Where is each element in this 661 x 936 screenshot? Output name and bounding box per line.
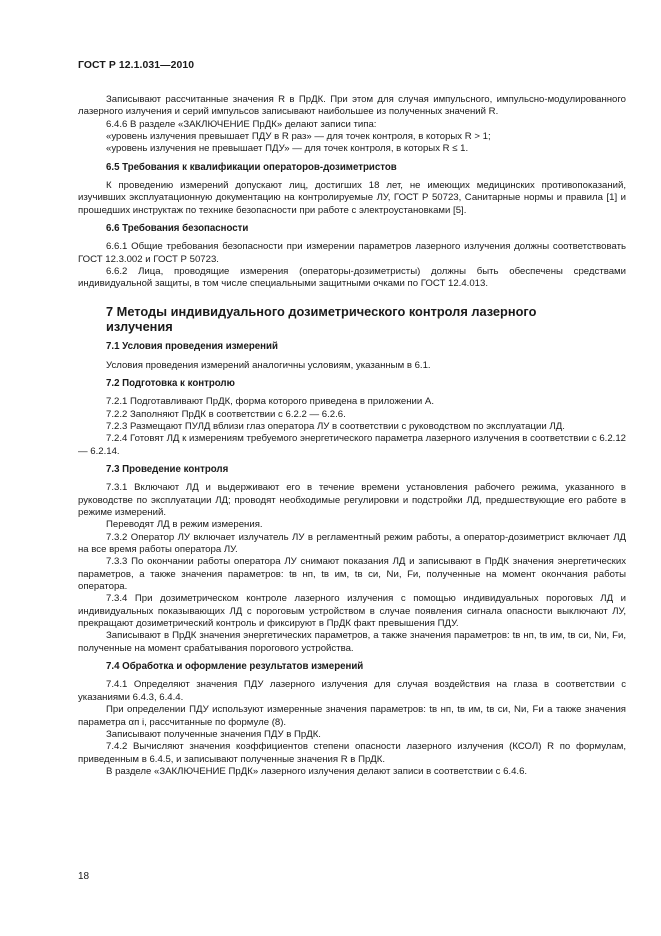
paragraph: 7.4.2 Вычисляют значения коэффициентов степени опасности лазерного излучения (КСОЛ) R по формулам, приведенным в 6.4.5, и записывают полученные значения R в ПрДК.	[78, 741, 626, 765]
chapter-heading: 7 Методы индивидуального дозиметрического контроля лазерного излучения	[106, 303, 537, 335]
paragraph: 6.6.2 Лица, проводящие измерения (операторы-дозиметристы) должны быть обеспечены средствами индивидуальной защиты, в том числе специальными защитными очками по ГОСТ 12.4.013.	[78, 266, 626, 290]
page-number: 18	[78, 871, 90, 882]
paragraph: «уровень излучения не превышает ПДУ» — для точек контроля, в которых R ≤ 1.	[106, 143, 469, 155]
section-heading: 7.2 Подготовка к контролю	[106, 377, 235, 389]
paragraph: 7.2.3 Размещают ПУЛД вблизи глаз оператора ЛУ в соответствии с руководством по эксплуатации ЛД.	[106, 420, 565, 432]
paragraph: 7.3.3 По окончании работы оператора ЛУ снимают показания ЛД и записывают в ПрДК значения энергетических параметров, а также значения параметров: tв нп, tв им, tв си, Nи, Fи, полученные на момент окончания работы оператора.	[78, 556, 626, 593]
paragraph: 7.3.2 Оператор ЛУ включает излучатель ЛУ в регламентный режим работы, а оператор-дозиметрист включает ЛД на все время работы оператора ЛУ.	[78, 531, 626, 556]
document-body	[78, 94, 626, 778]
paragraph: Записывают в ПрДК значения энергетических параметров, а также значения параметров: tв нп, tв им, tв си, Nи, Fи, полученные на момент срабатывания порогового устройства.	[78, 630, 626, 654]
section-heading: 7.3 Проведение контроля	[106, 463, 229, 475]
section-heading: 6.5 Требования к квалификации операторов-дозиметристов	[106, 161, 397, 173]
paragraph: 6.6.1 Общие требования безопасности при измерении параметров лазерного излучения должны соответствовать ГОСТ 12.3.002 и ГОСТ Р 50723.	[78, 241, 626, 265]
paragraph: 7.3.1 Включают ЛД и выдерживают его в течение времени установления рабочего режима, указанного в руководстве по эксплуатации ЛД; проводят необходимые регулировки и подстройки ЛД, предшествующие его работе в режиме измерений.	[78, 482, 626, 518]
paragraph: При определении ПДУ используют измеренные значения параметров: tв нп, tв им, tв си, Nи, Fи а также значения параметра αп i, рассчитанные по формуле (8).	[78, 704, 626, 728]
paragraph: 6.4.6 В разделе «ЗАКЛЮЧЕНИЕ ПрДК» делают записи типа:	[106, 118, 377, 130]
standard-header: ГОСТ Р 12.1.031—2010	[78, 60, 195, 71]
paragraph: К проведению измерений допускают лиц, достигших 18 лет, не имеющих медицинских противопоказаний, изучивших эксплуатационную документацию на контролируемые ЛУ, ГОСТ Р 50723, Санитарные нормы и правила [1] и прошедших инструктаж по технике безопасности при работе с электроустановками [5].	[78, 180, 626, 216]
paragraph: В разделе «ЗАКЛЮЧЕНИЕ ПрДК» лазерного излучения делают записи в соответствии с 6.4.6.	[106, 765, 528, 777]
paragraph: Условия проведения измерений аналогичны условиям, указанным в 6.1.	[106, 359, 431, 371]
paragraph: 7.2.2 Заполняют ПрДК в соответствии с 6.2.2 — 6.2.6.	[106, 408, 346, 420]
paragraph: 7.4.1 Определяют значения ПДУ лазерного излучения для случая воздействия на глаза в соответствии с указаниями 6.4.3, 6.4.4.	[78, 679, 626, 703]
paragraph: «уровень излучения превышает ПДУ в R раз» — для точек контроля, в которых R > 1;	[106, 131, 491, 143]
paragraph: Переводят ЛД в режим измерения.	[106, 519, 263, 531]
section-heading: 6.6 Требования безопасности	[106, 223, 249, 235]
paragraph: Записывают полученные значения ПДУ в ПрДК.	[106, 728, 321, 740]
section-heading: 7.1 Условия проведения измерений	[106, 341, 278, 353]
paragraph: Записывают рассчитанные значения R в ПрДК. При этом для случая импульсного, импульсно-модулированного лазерного излучения и серий импульсов записывают наибольшее из полученных значений R.	[78, 94, 626, 118]
paragraph: 7.2.1 Подготавливают ПрДК, форма которого приведена в приложении А.	[106, 396, 434, 408]
section-heading: 7.4 Обработка и оформление результатов измерений	[106, 661, 364, 673]
paragraph: 7.2.4 Готовят ЛД к измерениям требуемого энергетического параметра лазерного излучения в соответствии с 6.2.12 — 6.2.14.	[78, 433, 626, 457]
paragraph: 7.3.4 При дозиметрическом контроле лазерного излучения с помощью индивидуальных пороговых ЛД и индивидуальных показывающих ЛД с пороговым устройством в случае появления сигнала опасности выключают ЛУ, прекращают дозиметрический контроль и фиксируют в ПрДК факт превышения ПДУ.	[78, 593, 626, 630]
